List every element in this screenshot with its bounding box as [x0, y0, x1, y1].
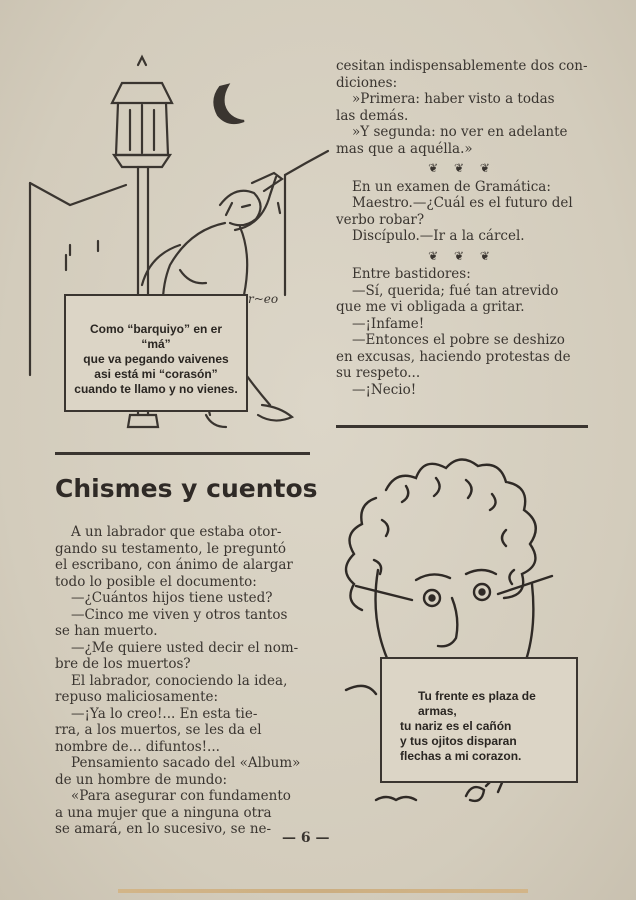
footer-stamp-strip [118, 889, 528, 893]
text-line: »Primera: haber visto a todas [352, 91, 555, 107]
text-line: En un examen de Gramática: [352, 178, 551, 195]
illustration-serenade [30, 55, 330, 485]
caption-top-line-1: Como “barquiyo” en er “má” [89, 322, 223, 351]
text-line: repuso maliciosamente: [55, 689, 219, 705]
right-column-top [336, 58, 588, 398]
text-line: —Cinco me viven y otros tantos [71, 606, 288, 623]
section-title: Chismes y cuentos [55, 474, 318, 503]
text-line: rra, a los muertos, se les da el [55, 722, 262, 738]
sketch-signature: r~eo [248, 292, 279, 306]
text-line: en excusas, haciendo protestas de [336, 348, 571, 365]
text-line: el escribano, con ánimo de alargar [55, 557, 293, 573]
text-line: Entre bastidores: [352, 266, 471, 282]
caption-top-line-3: asi está mi “corasón” [94, 367, 218, 381]
divider-right [336, 425, 588, 428]
text-line: verbo robar? [336, 211, 425, 228]
text-line: gando su testamento, le preguntó [55, 540, 287, 557]
text-line: —¿Cuántos hijos tiene usted? [71, 590, 273, 606]
text-line: diciones: [336, 74, 398, 91]
caption-box-bottom [380, 657, 578, 783]
caption-top-line-2: que va pegando vaivenes [83, 352, 229, 366]
text-line: a una mujer que a ninguna otra [55, 804, 272, 821]
ornament-stars: ❦ ❦ ❦ [428, 161, 496, 175]
text-line: «Para asegurar con fundamento [71, 788, 291, 804]
text-line: El labrador, conociendo la idea, [71, 672, 288, 689]
text-line: Discípulo.—Ir a la cárcel. [352, 228, 525, 244]
text-line: nombre de... difuntos!... [55, 738, 220, 755]
text-line: las demás. [336, 107, 409, 124]
caption-bottom-line-1: Tu frente es plaza de armas, [418, 689, 536, 718]
caption-top-line-4: cuando te llamo y no vienes. [74, 382, 238, 396]
text-line: —¡Ya lo creo!... En esta tie- [71, 705, 258, 722]
text-line: se amará, en lo sucesivo, se ne- [55, 821, 272, 837]
text-line: —¡Infame! [352, 315, 425, 332]
text-line: de un hombre de mundo: [55, 771, 228, 788]
page-number: — 6 — [282, 830, 330, 846]
caption-bottom-line-2: tu nariz es el cañón [400, 719, 512, 733]
text-line: cesitan indispensablemente dos con- [336, 58, 588, 74]
text-line: su respeto... [336, 365, 421, 381]
left-column-story [55, 524, 310, 838]
text-line: Maestro.—¿Cuál es el futuro del [352, 195, 573, 211]
text-line: mas que a aquélla.» [336, 140, 473, 157]
text-line: —Entonces el pobre se deshizo [352, 332, 565, 348]
divider-left [55, 452, 310, 455]
text-line: »Y segunda: no ver en adelante [352, 124, 568, 140]
text-line: se han muerto. [55, 623, 158, 639]
ornament-stars: ❦ ❦ ❦ [428, 248, 496, 263]
text-line: A un labrador que estaba otor- [71, 524, 282, 540]
text-line: —¡Necio! [352, 381, 417, 398]
caption-bottom-line-4: flechas a mi corazon. [400, 749, 522, 763]
text-line: todo lo posible el documento: [55, 573, 257, 590]
caption-bottom-line-3: y tus ojitos disparan [400, 734, 517, 748]
caption-box-top [64, 294, 248, 412]
text-line: que me vi obligada a gritar. [336, 299, 525, 315]
text-line: —¿Me quiere usted decir el nom- [71, 639, 299, 656]
text-line: —Sí, querida; fué tan atrevido [352, 282, 559, 299]
text-line: Pensamiento sacado del «Album» [71, 755, 301, 771]
text-line: bre de los muertos? [55, 656, 191, 672]
